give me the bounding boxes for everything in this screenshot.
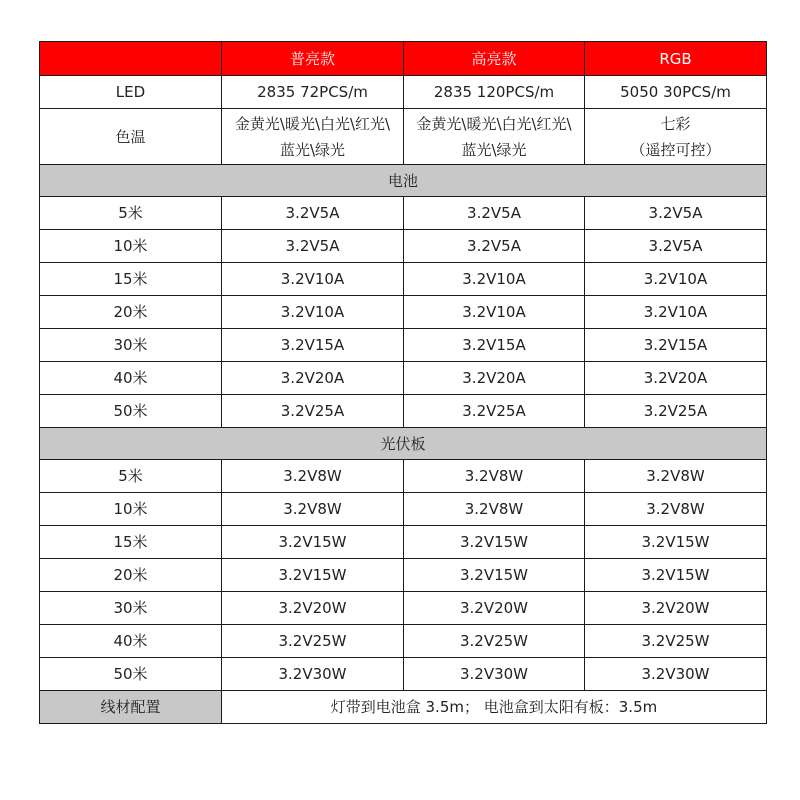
battery-rows <box>40 197 767 428</box>
table-row <box>40 460 767 493</box>
header-cell-high-brightness: 高亮款 <box>404 42 585 76</box>
table-row <box>40 658 767 691</box>
row-label: 20米 <box>40 296 222 329</box>
table-cell: 3.2V10A <box>404 263 585 296</box>
battery-section-row <box>40 165 767 197</box>
table-cell: 3.2V30W <box>222 658 404 691</box>
table-row <box>40 395 767 428</box>
table-row <box>40 230 767 263</box>
header-cell-standard: 普亮款 <box>222 42 404 76</box>
table-cell: 3.2V25A <box>404 395 585 428</box>
section-title-battery: 电池 <box>40 165 767 197</box>
table-cell: 3.2V8W <box>585 493 767 526</box>
row-label: 40米 <box>40 625 222 658</box>
table-cell: 3.2V10A <box>585 296 767 329</box>
header-row <box>40 42 767 76</box>
row-label: LED <box>40 76 222 109</box>
table-cell: 3.2V15W <box>404 559 585 592</box>
header-cell-empty <box>40 42 222 76</box>
table-cell <box>222 109 404 165</box>
table-row <box>40 559 767 592</box>
table-row <box>40 329 767 362</box>
table-cell: 3.2V5A <box>222 197 404 230</box>
table-cell: 3.2V15W <box>585 559 767 592</box>
table-cell: 3.2V8W <box>404 493 585 526</box>
cell-line: 金黄光\暖光\白光\红光\ <box>234 114 391 133</box>
row-label: 40米 <box>40 362 222 395</box>
row-label: 15米 <box>40 526 222 559</box>
table-cell <box>585 109 767 165</box>
row-label: 色温 <box>40 109 222 165</box>
table-cell: 3.2V8W <box>585 460 767 493</box>
row-label: 30米 <box>40 329 222 362</box>
table-cell: 3.2V20W <box>585 592 767 625</box>
table-cell <box>404 109 585 165</box>
table-cell: 3.2V5A <box>222 230 404 263</box>
table-cell: 3.2V8W <box>222 460 404 493</box>
table-row <box>40 263 767 296</box>
row-label: 10米 <box>40 493 222 526</box>
table-cell: 3.2V20W <box>222 592 404 625</box>
cell-line: （遥控可控） <box>630 140 721 159</box>
table-cell: 3.2V10A <box>404 296 585 329</box>
table-cell: 3.2V8W <box>404 460 585 493</box>
row-label: 5米 <box>40 197 222 230</box>
table-cell: 3.2V25W <box>585 625 767 658</box>
table-row <box>40 592 767 625</box>
table-cell: 2835 72PCS/m <box>222 76 404 109</box>
table-cell: 3.2V8W <box>222 493 404 526</box>
solar-rows <box>40 460 767 691</box>
table-cell: 3.2V20W <box>404 592 585 625</box>
table-row <box>40 625 767 658</box>
spec-table <box>39 41 767 724</box>
table-cell: 3.2V20A <box>404 362 585 395</box>
table-cell: 3.2V15W <box>222 526 404 559</box>
table-cell: 3.2V5A <box>585 230 767 263</box>
cell-line: 金黄光\暖光\白光\红光\ <box>416 114 572 133</box>
wiring-row <box>40 691 767 724</box>
row-label: 20米 <box>40 559 222 592</box>
table-cell: 3.2V15A <box>222 329 404 362</box>
table-cell: 3.2V25W <box>222 625 404 658</box>
cell-line: 七彩 <box>660 114 691 133</box>
row-label: 10米 <box>40 230 222 263</box>
table-row <box>40 493 767 526</box>
table-cell: 3.2V25W <box>404 625 585 658</box>
table-cell: 3.2V10A <box>222 296 404 329</box>
table-cell: 3.2V10A <box>585 263 767 296</box>
wiring-value: 灯带到电池盒 3.5m； 电池盒到太阳有板：3.5m <box>222 691 767 724</box>
row-label-wiring: 线材配置 <box>40 691 222 724</box>
table-cell: 3.2V20A <box>585 362 767 395</box>
table-cell: 3.2V25A <box>585 395 767 428</box>
row-label: 50米 <box>40 658 222 691</box>
table-row <box>40 526 767 559</box>
color-temp-row <box>40 109 767 165</box>
cell-line: 蓝光\绿光 <box>461 140 527 159</box>
row-label: 5米 <box>40 460 222 493</box>
row-label: 50米 <box>40 395 222 428</box>
table-row <box>40 296 767 329</box>
table-cell: 3.2V15W <box>404 526 585 559</box>
table-cell: 5050 30PCS/m <box>585 76 767 109</box>
table-row <box>40 362 767 395</box>
table-cell: 3.2V20A <box>222 362 404 395</box>
table-cell: 3.2V15W <box>585 526 767 559</box>
table-cell: 3.2V30W <box>585 658 767 691</box>
table-cell: 3.2V25A <box>222 395 404 428</box>
table-cell: 3.2V5A <box>404 230 585 263</box>
cell-line: 蓝光\绿光 <box>279 140 346 159</box>
header-cell-rgb: RGB <box>585 42 767 76</box>
row-label: 15米 <box>40 263 222 296</box>
table-cell: 3.2V5A <box>404 197 585 230</box>
table-cell: 3.2V15W <box>222 559 404 592</box>
led-row <box>40 76 767 109</box>
table-cell: 3.2V15A <box>404 329 585 362</box>
row-label: 30米 <box>40 592 222 625</box>
solar-section-row <box>40 428 767 460</box>
section-title-solar-panel: 光伏板 <box>40 428 767 460</box>
table-row <box>40 197 767 230</box>
table-cell: 3.2V15A <box>585 329 767 362</box>
table-cell: 3.2V5A <box>585 197 767 230</box>
table-cell: 2835 120PCS/m <box>404 76 585 109</box>
table-cell: 3.2V30W <box>404 658 585 691</box>
table-cell: 3.2V10A <box>222 263 404 296</box>
